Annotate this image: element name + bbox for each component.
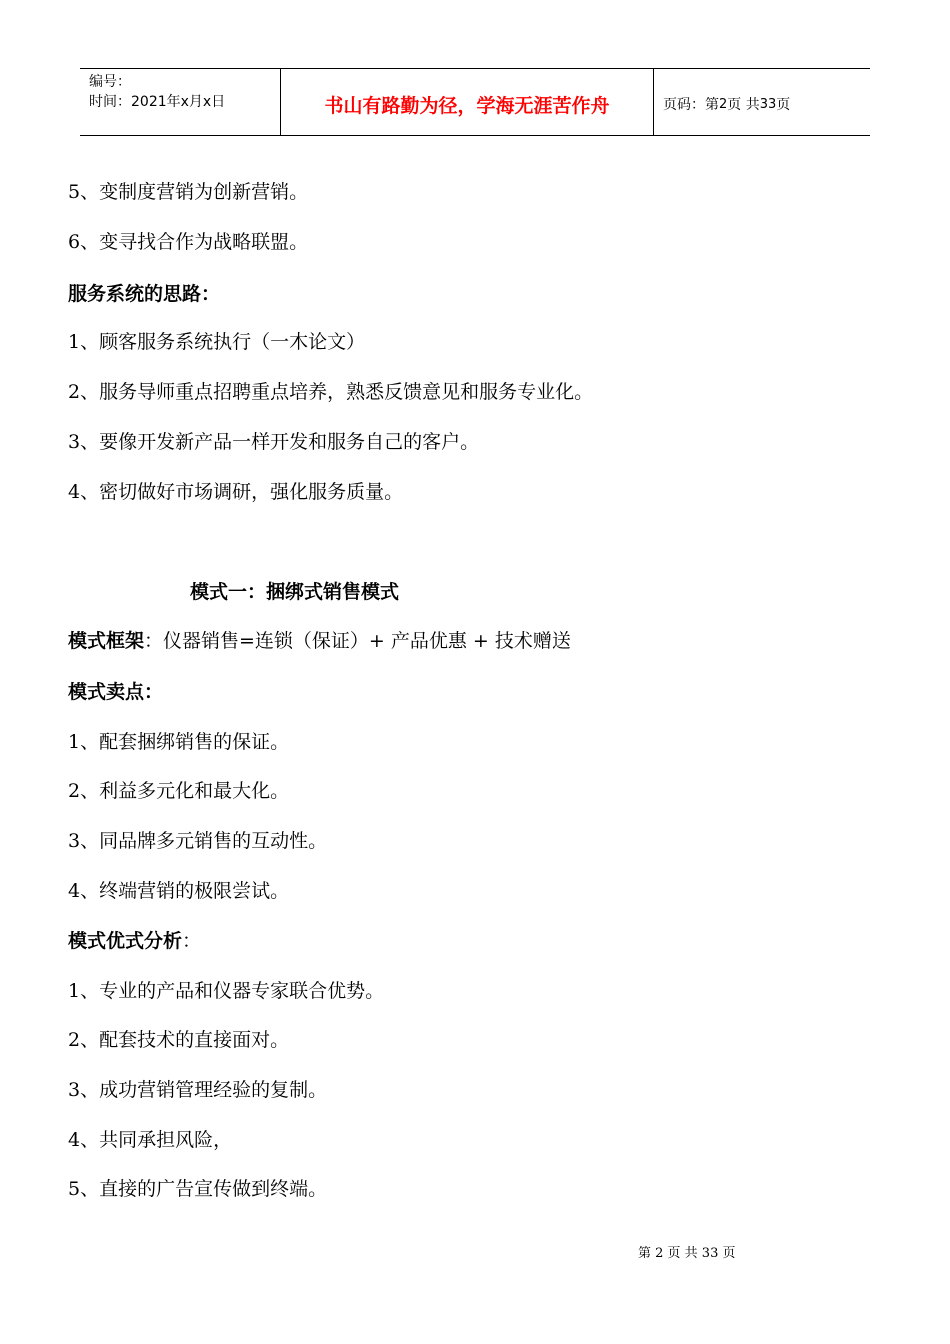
framework-line	[68, 628, 571, 654]
page-mid: 页 共	[727, 97, 760, 113]
list-item: 3、同品牌多元销售的互动性。	[68, 830, 328, 852]
advantage-heading	[68, 928, 201, 954]
list-item: 1、配套捆绑销售的保证。	[68, 731, 290, 753]
list-item: 4、终端营销的极限尝试。	[68, 880, 290, 902]
list-item: 3、要像开发新产品一样开发和服务自己的客户。	[68, 431, 480, 453]
list-item: 3、成功营销管理经验的复制。	[68, 1079, 328, 1101]
list-item: 1、专业的产品和仪器专家联合优势。	[68, 980, 385, 1002]
header-page-info	[654, 69, 870, 135]
page-footer: 第 2 页 共 33 页	[638, 1246, 736, 1261]
page-header	[80, 68, 870, 136]
list-item: 4、共同承担风险，	[68, 1129, 233, 1151]
list-item: 2、服务导师重点招聘重点培养，熟悉反馈意见和服务专业化。	[68, 381, 594, 403]
framework-label: 模式框架	[68, 630, 145, 652]
number-label: 编号：	[89, 74, 131, 90]
list-item: 5、直接的广告宣传做到终端。	[68, 1178, 328, 1200]
list-item: 2、配套技术的直接面对。	[68, 1029, 290, 1051]
page-prefix: 页码：第	[663, 97, 719, 113]
advantage-colon: ：	[182, 930, 202, 952]
header-meta	[80, 69, 281, 135]
selling-heading: 模式卖点：	[68, 681, 164, 703]
advantage-label: 模式优式分析	[68, 930, 183, 952]
page-suffix: 页	[776, 97, 791, 113]
list-item: 1、顾客服务系统执行（一木论文）	[68, 331, 366, 353]
page-number: 2	[719, 96, 728, 112]
list-item: 6、变寻找合作为战略联盟。	[68, 231, 309, 253]
date-label: 时间：2021年x月x日	[89, 94, 226, 110]
list-item: 4、密切做好市场调研，强化服务质量。	[68, 481, 404, 503]
framework-text: ：仪器销售=连锁（保证）+ 产品优惠 + 技术赠送	[144, 630, 571, 652]
list-item: 2、利益多元化和最大化。	[68, 780, 290, 802]
mode-title: 模式一：捆绑式销售模式	[190, 581, 400, 603]
header-motto: 书山有路勤为径，学海无涯苦作舟	[281, 69, 654, 135]
service-heading: 服务系统的思路：	[68, 283, 221, 305]
list-item: 5、变制度营销为创新营销。	[68, 181, 309, 203]
page-total: 33	[759, 96, 777, 112]
